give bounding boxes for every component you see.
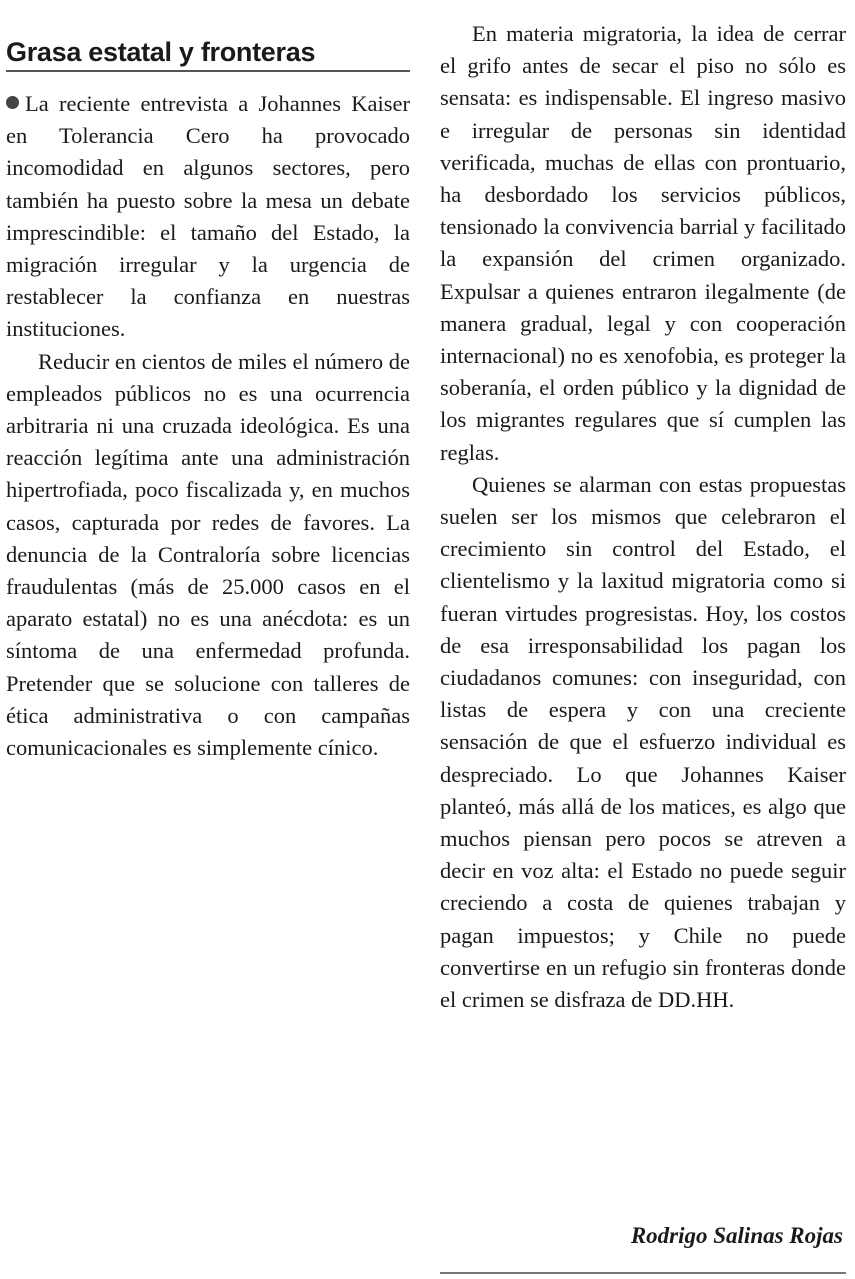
- right-column: [440, 18, 846, 1016]
- paragraph-1-text: La reciente entrevista a Johannes Kaiser en Tolerancia Cero ha provocado incomodidad en algunos sectores, pero también ha puesto sobre la mesa un debate imprescindible: el tamaño del Estado, la migración irregular y la urgencia de restablecer la confianza en nuestras instituciones.: [6, 91, 410, 342]
- title-divider: [6, 70, 410, 72]
- author-signature: Rodrigo Salinas Rojas: [630, 1223, 843, 1248]
- paragraph-2: Reducir en cientos de miles el número de empleados públicos no es una ocurrencia arbitraria ni una cruzada ideológica. Es una reacción legítima ante una administración hipertrofiada, poco fiscalizada y, en muchos casos, capturada por redes de favores. La denuncia de la Contraloría sobre licencias fraudulentas (más de 25.000 casos en el aparato estatal) no es una anécdota: es un síntoma de una enfermedad profunda. Pretender que se solucione con talleres de ética administrativa o con campañas comunicacionales es simplemente cínico.: [6, 348, 410, 761]
- paragraph-3: En materia migratoria, la idea de cerrar el grifo antes de secar el piso no sólo es sensata: es indispensable. El ingreso masivo e irregular de personas sin identidad verificada, muchas de ellas con prontuario, ha desbordado los servicios públicos, tensionado la convivencia barrial y facilitado la expansión del crimen organizado. Expulsar a quienes entraron ilegalmente (de manera gradual, legal y con cooperación internacional) no es xenofobia, es proteger la soberanía, el orden público y la dignidad de los migrantes regulares que sí cumplen las reglas.: [440, 21, 846, 465]
- article-title: Grasa estatal y fronteras: [6, 37, 316, 68]
- paragraph-1: [6, 88, 410, 346]
- bottom-divider: [440, 1272, 846, 1274]
- paragraph-4: Quienes se alarman con estas propuestas suelen ser los mismos que celebraron el crecimiento sin control del Estado, el clientelismo y la laxitud migratoria como si fueran virtudes progresistas. Hoy, los costos de esa irresponsabilidad los pagan los ciudadanos comunes: con inseguridad, con listas de espera y con una creciente sensación de que el esfuerzo individual es despreciado. Lo que Johannes Kaiser planteó, más allá de los matices, es algo que muchos piensan pero pocos se atreven a decir en voz alta: el Estado no puede seguir creciendo a costa de quienes trabajan y pagan impuestos; y Chile no puede convertirse en un refugio sin fronteras donde el crimen se disfraza de DD.HH.: [440, 471, 846, 1013]
- bullet-icon: [6, 96, 19, 109]
- left-column: [6, 88, 410, 764]
